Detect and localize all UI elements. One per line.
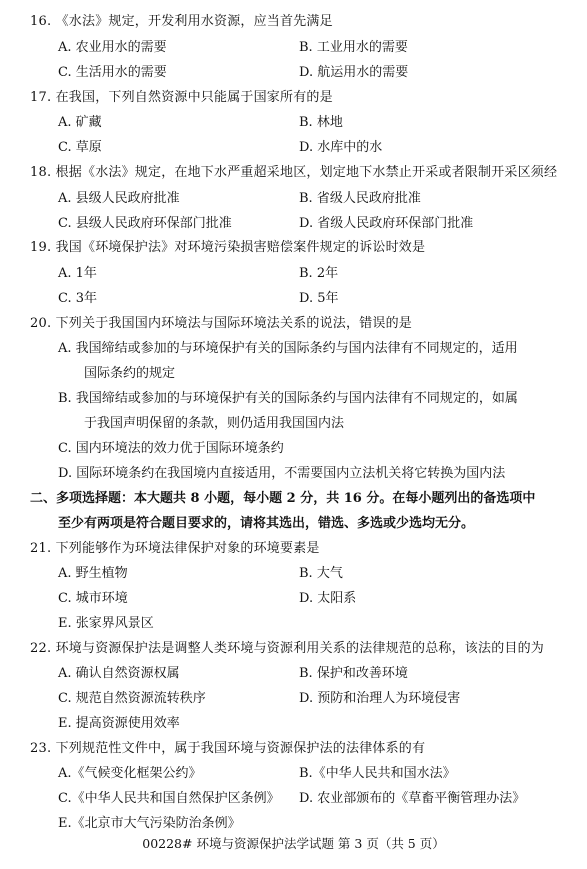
page-footer: 00228# 环境与资源保护法学试题 第 3 页（共 5 页） (142, 836, 445, 851)
question-17-option-d: D. 水库中的水 (299, 140, 383, 155)
question-17-option-a: A. 矿藏 (58, 115, 102, 130)
question-18-option-a: A. 县级人民政府批准 (58, 191, 180, 206)
question-18-option-d: D. 省级人民政府环保部门批准 (299, 216, 474, 231)
question-22-option-c: C. 规范自然资源流转秩序 (58, 691, 206, 706)
question-21-option-d: D. 太阳系 (299, 591, 357, 606)
question-22-stem: 22. 环境与资源保护法是调整人类环境与资源利用关系的法律规范的总称，该法的目的为 (30, 641, 545, 656)
question-23-option-e: E.《北京市大气污染防治条例》 (58, 816, 241, 831)
section-2-heading: 二、多项选择题：本大题共 8 小题，每小题 2 分，共 16 分。在每小题列出的备选项中 (30, 491, 536, 506)
question-23-option-c: C.《中华人民共和国自然保护区条例》 (58, 791, 280, 806)
question-20-stem: 20. 下列关于我国国内环境法与国际环境法关系的说法，错误的是 (30, 316, 413, 331)
question-21-option-e: E. 张家界风景区 (58, 616, 154, 631)
question-21-option-b: B. 大气 (299, 566, 343, 581)
question-16-option-d: D. 航运用水的需要 (299, 65, 409, 80)
question-22-option-e: E. 提高资源使用效率 (58, 716, 180, 731)
question-17-stem: 17. 在我国，下列自然资源中只能属于国家所有的是 (30, 90, 333, 105)
question-19-stem: 19. 我国《环境保护法》对环境污染损害赔偿案件规定的诉讼时效是 (30, 240, 426, 255)
question-23-option-b: B.《中华人民共和国水法》 (299, 766, 456, 781)
question-21-option-c: C. 城市环境 (58, 591, 128, 606)
question-16-option-a: A. 农业用水的需要 (58, 40, 167, 55)
question-16-option-c: C. 生活用水的需要 (58, 65, 167, 80)
question-17-option-b: B. 林地 (299, 115, 343, 130)
question-23-option-d: D. 农业部颁布的《草畜平衡管理办法》 (299, 791, 526, 806)
question-20-option-b: B. 我国缔结或参加的与环境保护有关的国际条约与国内法律有不同规定的，如属 (58, 391, 518, 406)
question-22-option-b: B. 保护和改善环境 (299, 666, 408, 681)
question-19-option-a: A. 1年 (58, 266, 97, 281)
question-17-option-c: C. 草原 (58, 140, 102, 155)
question-21-option-a: A. 野生植物 (58, 566, 128, 581)
question-20-option-a: A. 我国缔结或参加的与环境保护有关的国际条约与国内法律有不同规定的，适用 (58, 341, 518, 356)
question-23-stem: 23. 下列规范性文件中，属于我国环境与资源保护法的法律体系的有 (30, 741, 426, 756)
question-23-option-a: A.《气候变化框架公约》 (58, 766, 202, 781)
question-19-option-c: C. 3年 (58, 291, 98, 306)
question-20-option-a-continued: 国际条约的规定 (84, 366, 176, 381)
question-18-option-b: B. 省级人民政府批准 (299, 191, 421, 206)
question-19-option-b: B. 2年 (299, 266, 339, 281)
question-18-option-c: C. 县级人民政府环保部门批准 (58, 216, 232, 231)
question-20-option-b-continued: 于我国声明保留的条款，则仍适用我国国内法 (84, 416, 345, 431)
section-2-instructions: 至少有两项是符合题目要求的，请将其选出，错选、多选或少选均无分。 (58, 516, 475, 531)
question-22-option-a: A. 确认自然资源权属 (58, 666, 180, 681)
question-16-option-b: B. 工业用水的需要 (299, 40, 408, 55)
question-18-stem: 18. 根据《水法》规定，在地下水严重超采地区，划定地下水禁止开采或者限制开采区须经 (30, 165, 558, 180)
question-19-option-d: D. 5年 (299, 291, 339, 306)
question-20-option-d: D. 国际环境条约在我国境内直接适用，不需要国内立法机关将它转换为国内法 (58, 466, 506, 481)
question-22-option-d: D. 预防和治理人为环境侵害 (299, 691, 461, 706)
question-16-stem: 16. 《水法》规定，开发利用水资源，应当首先满足 (30, 14, 333, 29)
question-21-stem: 21. 下列能够作为环境法律保护对象的环境要素是 (30, 541, 320, 556)
question-20-option-c: C. 国内环境法的效力优于国际环境条约 (58, 441, 284, 456)
